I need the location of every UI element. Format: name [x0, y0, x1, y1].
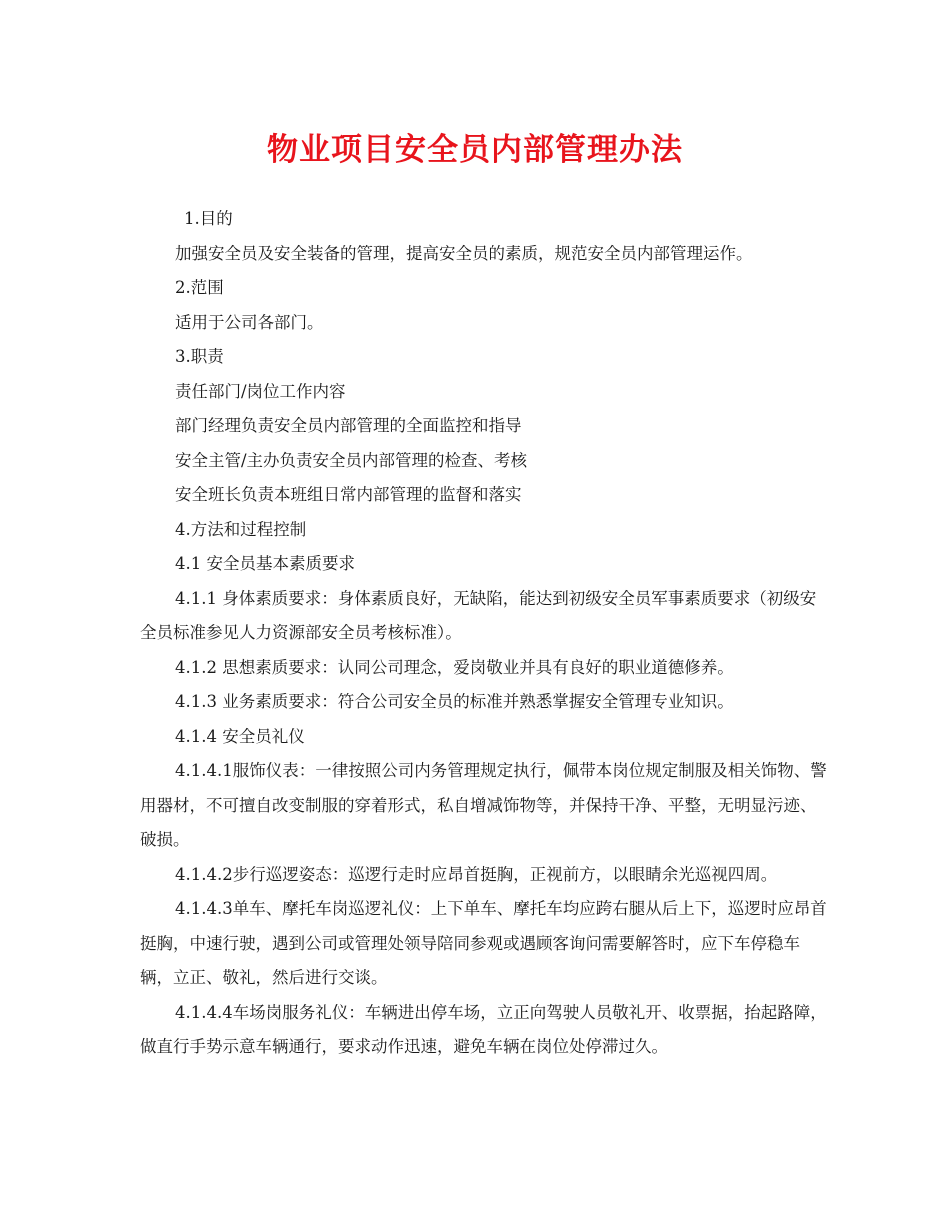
clause-paragraph: 4.1.4.3单车、摩托车岗巡逻礼仪：上下单车、摩托车均应跨右腿从后上下，巡逻时应昂首挺胸，中速行驶，遇到公司或管理处领导陪同参观或遇顾客询问需要解答时，应下车停稳车辆，立正、敬礼，然后进行交谈。 [140, 899, 827, 987]
section-heading-methods: 4.方法和过程控制 [175, 519, 307, 539]
responsibility-row: 安全主管/主办负责安全员内部管理的检查、考核 [175, 450, 528, 470]
paragraph-purpose: 加强安全员及安全装备的管理，提高安全员的素质，规范安全员内部管理运作。 [175, 243, 753, 263]
clause-paragraph: 4.1.1 身体素质要求：身体素质良好，无缺陷，能达到初级安全员军事素质要求（初级安全员标准参见人力资源部安全员考核标准）。 [140, 588, 817, 642]
responsibility-row: 安全班长负责本班组日常内部管理的监督和落实 [175, 485, 522, 504]
section-heading-responsibilities: 3.职责 [175, 347, 224, 366]
section-heading-scope: 2.范围 [175, 278, 224, 297]
clause-heading: 4.1.4 安全员礼仪 [175, 726, 305, 746]
document-body [140, 202, 830, 1065]
responsibility-row: 部门经理负责安全员内部管理的全面监控和指导 [175, 416, 522, 435]
paragraph-scope: 适用于公司各部门。 [175, 312, 324, 332]
clause-paragraph: 4.1.4.2步行巡逻姿态：巡逻行走时应昂首挺胸，正视前方，以眼睛余光巡视四周。 [175, 864, 778, 884]
clause-paragraph: 4.1.3 业务素质要求：符合公司安全员的标准并熟悉掌握安全管理专业知识。 [175, 692, 734, 711]
clause-paragraph: 4.1.4.4车场岗服务礼仪：车辆进出停车场，立正向驾驶人员敬礼开、收票据，抬起路障，做直行手势示意车辆通行，要求动作迅速，避免车辆在岗位处停滞过久。 [140, 1002, 827, 1056]
clause-paragraph: 4.1.2 思想素质要求：认同公司理念，爱岗敬业并具有良好的职业道德修养。 [175, 657, 734, 677]
section-heading-purpose: 1.目的 [184, 209, 233, 228]
subsection-heading: 4.1 安全员基本素质要求 [175, 554, 355, 573]
responsibility-header: 责任部门/岗位工作内容 [175, 381, 346, 401]
page-title: 物业项目安全员内部管理办法 [267, 132, 683, 168]
clause-paragraph: 4.1.4.1服饰仪表：一律按照公司内务管理规定执行，佩带本岗位规定制服及相关饰物、警用器材，不可擅自改变制服的穿着形式，私自增减饰物等，并保持干净、平整，无明显污迹、破损。 [140, 761, 827, 849]
